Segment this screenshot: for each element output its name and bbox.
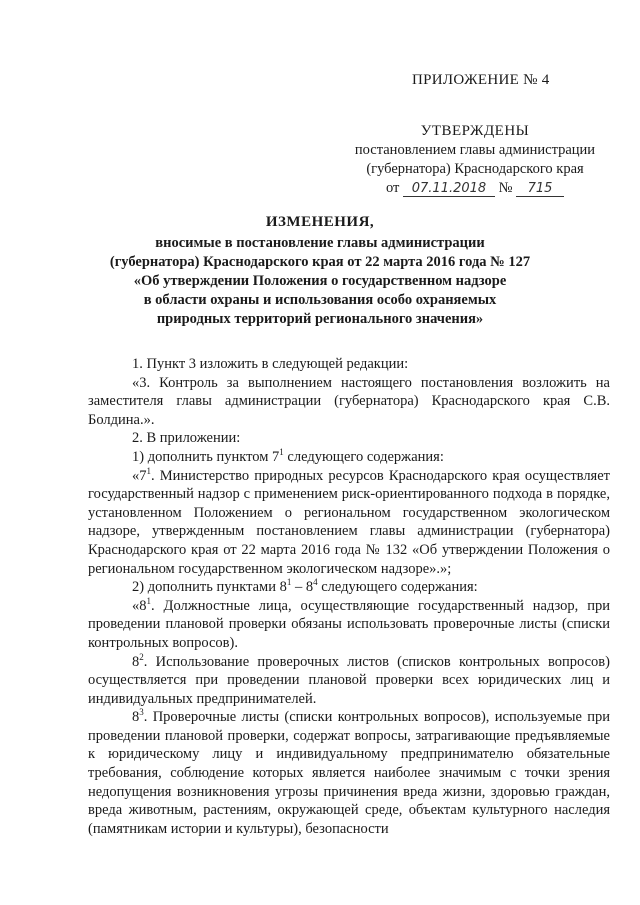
number-label: № [498,180,513,196]
approval-block [340,122,610,198]
approval-number: 715 [516,181,564,197]
approval-date-line [340,179,610,198]
superscript: 1 [146,465,151,476]
document-heading [100,213,540,329]
paragraph-9-text-end: . Проверочные листы (списки контрольных вопросов), используемые при проведении плановой проверки, содержат вопросы, затрагивающие предъявляемые к юридическому лицу и индивидуальному предпринимателю обязательные требования, соблюдение которых является наиболее значимым с точки зрения недопущения возникновения угрозы причинения вреда жизни, здоровью граждан, вреда животным, растениям, окружающей среде, объектам культурного наследия (памятникам истории и культуры), безопасности [88,709,610,837]
superscript: 1 [279,447,284,458]
superscript: 2 [139,651,144,662]
paragraph-8-text-end: . Использование проверочных листов (списков контрольных вопросов) осуществляется при проведении плановой проверки всех юридических лиц и индивидуальных предпринимателей. [88,653,610,707]
heading-line: вносимые в постановление главы администрации [155,235,485,251]
paragraph-4-text: 1) дополнить пунктом 7 [132,448,280,465]
document-body [88,355,610,838]
heading-line: природных территорий регионального значения» [156,311,484,327]
paragraph-5 [88,467,610,579]
heading-line: в области охраны и использования особо охраняемых [143,292,497,308]
superscript: 3 [139,707,144,718]
paragraph-7 [88,597,610,653]
heading-line: «Об утверждении Положения о государственном надзоре [133,273,507,289]
paragraph-8-text: 8 [132,653,140,670]
paragraph-6-text-end: следующего содержания: [317,579,478,596]
paragraph-5-text-end: . Министерство природных ресурсов Краснодарского края осуществляет государственный надзор с применением риск-ориентированного подхода в порядке, установленном Положением о региональном государственном экологическом надзоре, утвержденным постановлением главы администрации (губернатора) Краснодарского края от 22 марта 2016 года № 132 «Об утверждении Положения о региональном государственном экологическом надзоре».»; [88,467,610,577]
paragraph-6-text: 2) дополнить пунктами 8 [132,579,287,596]
approval-line-1: постановлением главы администрации [354,142,596,158]
paragraph-5-text: «7 [132,467,147,484]
paragraph-6-text-mid: – 8 [291,579,314,596]
paragraph-3: 2. В приложении: [132,430,241,447]
paragraph-4-text-end: следующего содержания: [283,448,444,465]
paragraph-8 [88,653,610,709]
heading-line: (губернатора) Краснодарского края от 22 марта 2016 года № 127 [109,254,531,270]
approval-title: УТВЕРЖДЕНЫ [420,123,530,139]
approval-date: 07.11.2018 [403,181,495,197]
paragraph-7-text: «8 [132,597,147,614]
superscript: 1 [286,577,292,588]
paragraph-9 [88,708,610,838]
paragraph-7-text-end: . Должностные лица, осуществляющие государственный надзор, при проведении плановой проверки обязаны использовать проверочные листы (списки контрольных вопросов). [88,597,610,651]
from-label: от [385,180,400,196]
superscript: 4 [313,577,318,588]
paragraph-2: «3. Контроль за выполнением настоящего постановления возложить на заместителя главы администрации (губернатора) Краснодарского края С.В. Болдина.». [88,374,610,428]
paragraph-4 [88,448,610,467]
paragraph-9-text: 8 [132,709,140,726]
approval-line-2: (губернатора) Краснодарского края [366,161,584,177]
appendix-label: ПРИЛОЖЕНИЕ № 4 [412,72,550,88]
superscript: 1 [146,595,151,606]
paragraph-1: 1. Пункт 3 изложить в следующей редакции: [132,356,409,372]
heading-title: ИЗМЕНЕНИЯ, [265,214,375,230]
paragraph-6 [88,578,610,597]
